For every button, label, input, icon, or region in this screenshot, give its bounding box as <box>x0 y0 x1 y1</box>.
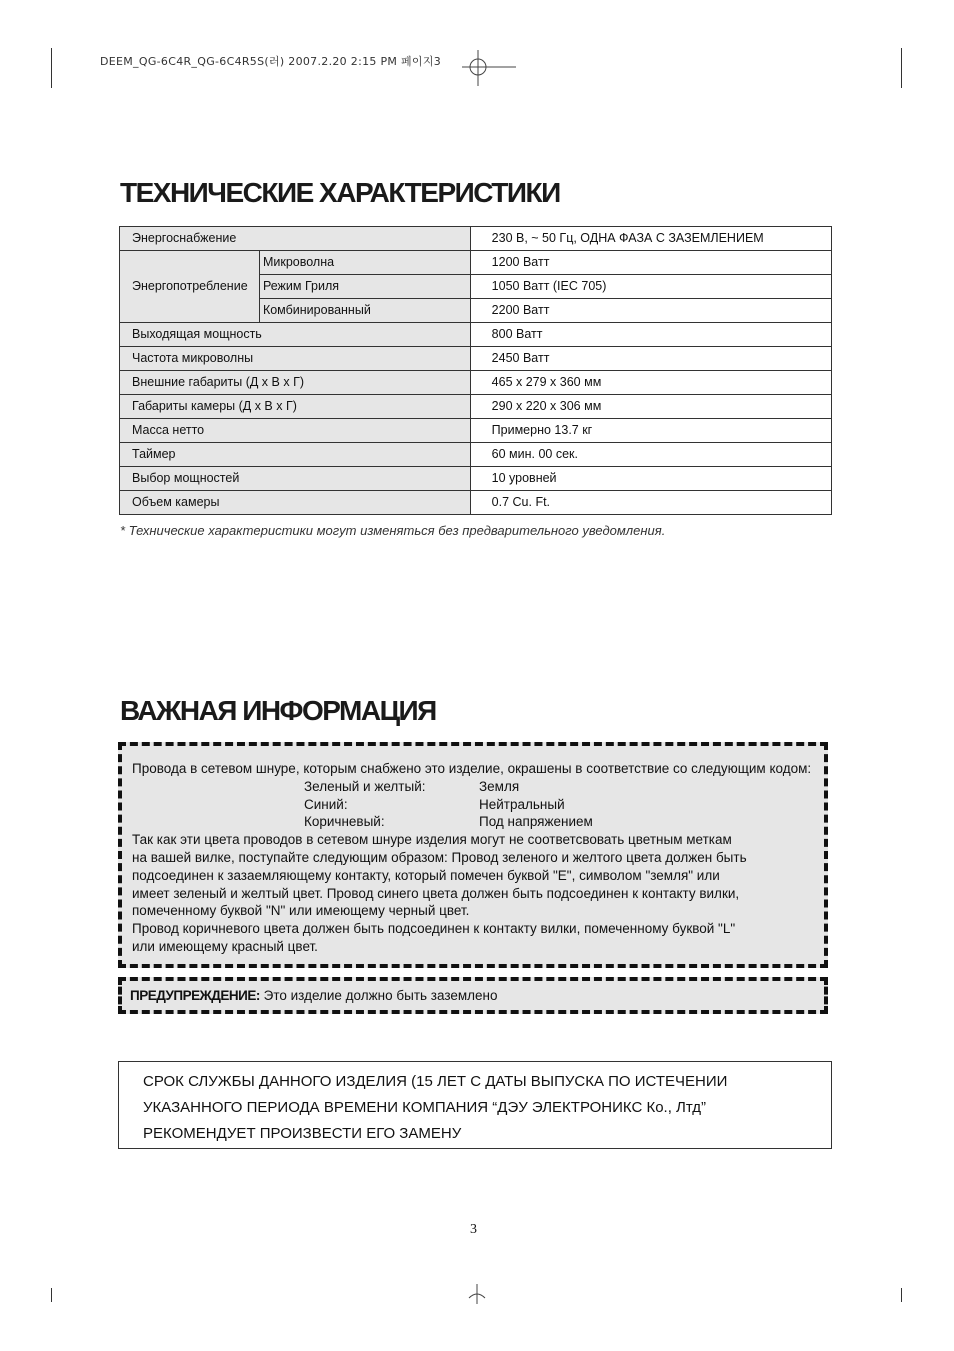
table-row <box>120 227 832 251</box>
list-item <box>132 778 814 796</box>
crop-mark-bottom-left <box>51 1288 52 1302</box>
wiring-paragraph-line: Провод коричневого цвета должен быть подсоединен к контакту вилки, помеченному буквой "L" <box>132 921 736 937</box>
list-item <box>132 813 814 831</box>
spec-value: 60 мин. 00 сек. <box>470 443 831 467</box>
lifespan-line: УКАЗАННОГО ПЕРИОДА ВРЕМЕНИ КОМПАНИЯ “ДЭУ ЭЛЕКТРОНИКС Ко., Лтд” <box>143 1099 707 1116</box>
table-row <box>120 251 832 275</box>
wire-color: Синий: <box>304 796 348 812</box>
spec-value: 800 Ватт <box>470 323 831 347</box>
registration-mark-bottom-icon <box>466 1284 488 1304</box>
wiring-paragraph-line: помеченному буквой "N" или имеющему черный цвет. <box>132 903 470 919</box>
spec-label: Энергоснабжение <box>120 227 471 251</box>
important-title: ВАЖНАЯ ИНФОРМАЦИЯ <box>120 695 436 726</box>
spec-value: 10 уровней <box>470 467 831 491</box>
table-row <box>120 491 832 515</box>
spec-value: 290 x 220 x 306 мм <box>470 395 831 419</box>
table-row <box>120 467 832 491</box>
wire-meaning: Под напряжением <box>479 814 593 830</box>
wiring-paragraph-line: Так как эти цвета проводов в сетевом шнуре изделия могут не соответсвовать цветным меткам <box>132 832 732 848</box>
warning-text: Это изделие должно быть заземлено <box>259 988 498 1003</box>
spec-value: Примерно 13.7 кг <box>470 419 831 443</box>
table-row <box>120 371 832 395</box>
spec-value: 2200 Ватт <box>470 299 831 323</box>
wire-color: Зеленый и желтый: <box>304 778 426 794</box>
spec-value: 2450 Ватт <box>470 347 831 371</box>
table-row <box>120 395 832 419</box>
wire-meaning: Земля <box>479 778 520 794</box>
lifespan-line: РЕКОМЕНДУЕТ ПРОИЗВЕСТИ ЕГО ЗАМЕНУ <box>143 1125 462 1142</box>
spec-value: 230 В, ~ 50 Гц, ОДНА ФАЗА С ЗАЗЕМЛЕНИЕМ <box>470 227 831 251</box>
specs-title: ТЕХНИЧЕСКИЕ ХАРАКТЕРИСТИКИ <box>120 177 560 208</box>
spec-label: Выходящая мощность <box>120 323 471 347</box>
crop-mark-top-right <box>901 48 902 88</box>
spec-sublabel: Комбинированный <box>259 299 470 323</box>
lifespan-line: СРОК СЛУЖБЫ ДАННОГО ИЗДЕЛИЯ (15 ЛЕТ С ДАТЫ ВЫПУСКА ПО ИСТЕЧЕНИИ <box>143 1073 728 1090</box>
crop-mark-bottom-right <box>901 1288 902 1302</box>
lifespan-box <box>118 1061 832 1149</box>
spec-label: Объем камеры <box>120 491 471 515</box>
wire-color: Коричневый: <box>304 814 385 830</box>
spec-label: Габариты камеры (Д х В х Г) <box>120 395 471 419</box>
page-number: 3 <box>470 1222 477 1237</box>
spec-label: Внешние габариты (Д х В х Г) <box>120 371 471 395</box>
spec-label: Масса нетто <box>120 419 471 443</box>
print-header: DEEM_QG-6C4R_QG-6C4R5S(러) 2007.2.20 2:15 PM 페이지3 <box>100 55 442 68</box>
specs-table <box>119 226 832 515</box>
crop-mark-top-left <box>51 48 52 88</box>
table-row <box>120 443 832 467</box>
wiring-paragraph-line: подсоединен к зазаемляющему контакту, который помечен буквой "E", символом "земля" или <box>132 867 720 883</box>
wiring-info-box <box>118 742 828 968</box>
registration-mark-top-icon <box>462 50 516 86</box>
list-item <box>132 796 814 814</box>
specs-note: * Технические характеристики могут изменяться без предварительного уведомления. <box>120 523 666 538</box>
spec-value: 1200 Ватт <box>470 251 831 275</box>
wiring-intro: Провода в сетевом шнуре, которым снабжено это изделие, окрашены в соответствие со следующим кодом: <box>132 761 812 776</box>
spec-label: Частота микроволны <box>120 347 471 371</box>
wire-meaning: Нейтральный <box>479 796 565 812</box>
spec-label: Энергопотребление <box>120 251 260 323</box>
table-row <box>120 419 832 443</box>
wiring-paragraph-line: или имеющему красный цвет. <box>132 938 318 954</box>
spec-value: 1050 Ватт (IEC 705) <box>470 275 831 299</box>
spec-label: Выбор мощностей <box>120 467 471 491</box>
warning-label: ПРЕДУПРЕЖДЕНИЕ: <box>130 988 260 1003</box>
warning-box <box>118 977 828 1014</box>
spec-sublabel: Режим Гриля <box>259 275 470 299</box>
spec-label: Таймер <box>120 443 471 467</box>
table-row <box>120 347 832 371</box>
wiring-paragraph-line: на вашей вилке, поступайте следующим образом: Провод зеленого и желтого цвета должен быть <box>132 849 747 865</box>
wiring-paragraph-line: имеет зеленый и желтый цвет. Провод синего цвета должен быть подсоединен к контакту вилки, <box>132 885 740 901</box>
spec-sublabel: Микроволна <box>259 251 470 275</box>
spec-value: 0.7 Cu. Ft. <box>470 491 831 515</box>
table-row <box>120 323 832 347</box>
spec-value: 465 x 279 x 360 мм <box>470 371 831 395</box>
